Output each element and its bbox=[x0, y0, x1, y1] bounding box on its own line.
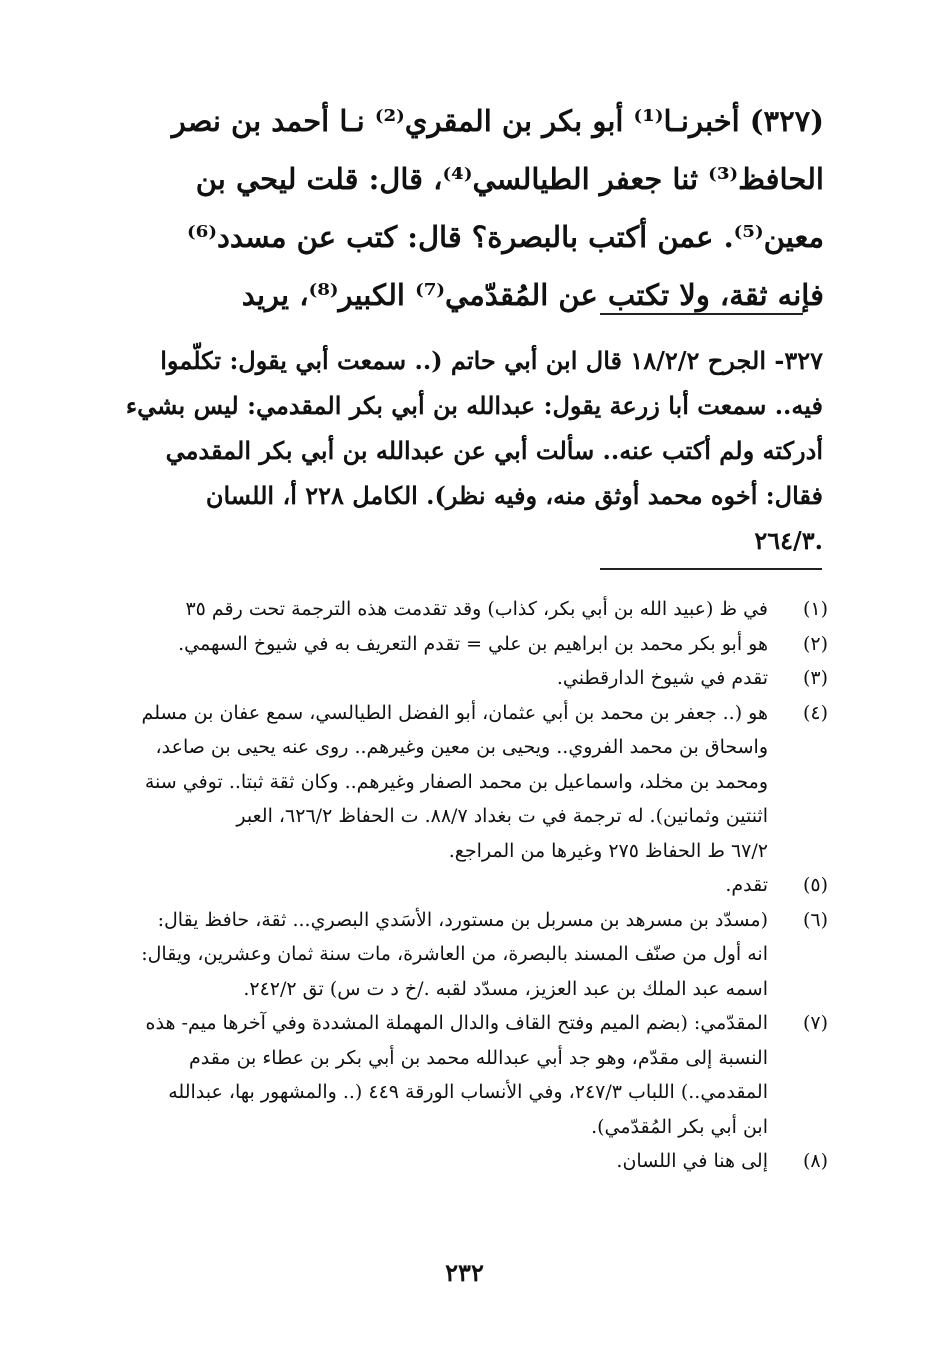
footnote-line: هو (.. جعفر بن محمد بن أبي عثمان، أبو الفضل الطيالسي، سمع عفان بن مسلم bbox=[141, 701, 768, 724]
divider-rule bbox=[600, 313, 803, 315]
footnote-line: اسمه عبد الملك بن عبد العزيز، مسدّد لقبه ./خ د ت س) تق ٢٤٢/٢. bbox=[243, 977, 768, 1000]
commentary-line-2: فيه.. سمعت أبا زرعة يقول: عبدالله بن أبي بكر المقدمي: ليس بشيء bbox=[125, 391, 823, 420]
footnote-line: ومحمد بن مخلد، واسماعيل بن محمد الصفار وغيرهم.. وكان ثقة ثبتا.. توفي سنة bbox=[144, 770, 768, 793]
footnote-label: (٧) bbox=[802, 1012, 828, 1034]
footnote-label: (٢) bbox=[802, 632, 828, 655]
footnote-line: تقدم في شيوخ الدارقطني. bbox=[556, 667, 768, 689]
entry-number: (٣٢٧) bbox=[749, 104, 824, 138]
footnote-4 bbox=[112, 696, 828, 869]
main-line-4: فإنه ثقة، ولا تكتب عن المُقدّمي⁽⁷⁾ الكبير⁽⁸⁾، يريد bbox=[241, 278, 824, 312]
footnote-body bbox=[112, 661, 768, 696]
main-line-2: الحافظ⁽³⁾ ثنا جعفر الطيالسي⁽⁴⁾، قال: قلت ليحي بن bbox=[195, 162, 824, 196]
footnote-6 bbox=[112, 903, 828, 1007]
footnote-line: تقدم. bbox=[725, 874, 768, 896]
footnote-label: (١) bbox=[802, 598, 828, 620]
footnote-line: إلى هنا في اللسان. bbox=[616, 1150, 768, 1172]
footnote-body bbox=[112, 1144, 768, 1179]
commentary bbox=[118, 338, 823, 563]
footnote-line: ٦٧/٢ ط الحفاظ ٢٧٥ وغيرها من المراجع. bbox=[448, 839, 768, 862]
footnote-line: ابن أبي بكر المُقدّمي). bbox=[591, 1115, 768, 1138]
footnote-2 bbox=[112, 627, 828, 662]
footnote-3 bbox=[112, 661, 828, 696]
footnote-line: (مسدّد بن مسرهد بن مسربل بن مستورد، الأسَدي البصري... ثقة، حافظ يقال: bbox=[157, 908, 768, 931]
footnote-line: النسبة إلى مقدّم، وهو جد أبي عبدالله محمد بن أبي بكر بن عطاء بن مقدم bbox=[189, 1046, 768, 1069]
footnote-body bbox=[112, 903, 768, 1007]
footnote-line: المقدمي..) اللباب ٢٤٧/٣، وفي الأنساب الورقة ٤٤٩ (.. والمشهور بها، عبدالله bbox=[168, 1081, 768, 1103]
footnote-8 bbox=[112, 1144, 828, 1179]
footnote-body bbox=[112, 696, 768, 869]
footnote-body bbox=[112, 592, 768, 627]
footnote-line: هو أبو بكر محمد بن ابراهيم بن علي = تقدم التعريف به في شيوخ السهمي. bbox=[178, 632, 768, 655]
footnote-label: (٥) bbox=[802, 874, 828, 896]
footnotes bbox=[112, 592, 828, 1179]
main-line-1: (٣٢٧) أخبرنـا⁽¹⁾ أبو بكر بن المقري⁽²⁾ نـا أحمد بن نصر bbox=[171, 104, 824, 138]
footnote-line: المقدّمي: (بضم الميم وفتح القاف والدال المهملة المشددة وفي آخرها ميم- هذه bbox=[145, 1012, 768, 1034]
footnote-label: (٦) bbox=[802, 908, 828, 931]
footnote-line: واسحاق بن محمد الفروي.. ويحيى بن معين وغيرهم.. روى عنه يحيى بن صاعد، bbox=[155, 736, 768, 758]
footnote-line: اثنتين وثمانين). له ترجمة في ت بغداد ٨٨/٧. ت الحفاظ ٦٢٦/٢، العبر bbox=[236, 805, 768, 827]
footnote-5 bbox=[112, 868, 828, 903]
commentary-label: ٣٢٧- bbox=[774, 346, 823, 375]
footnote-line: في ظ (عبيد الله بن أبي بكر، كذاب) وقد تقدمت هذه الترجمة تحت رقم ٣٥ bbox=[185, 598, 768, 620]
commentary-line-3: أدركته ولم أكتب عنه.. سألت أبي عن عبدالله بن أبي بكر المقدمي bbox=[165, 436, 823, 465]
footnote-line: انه أول من صنّف المسند بالبصرة، من العاشرة، مات سنة ثمان وعشرين، ويقال: bbox=[141, 943, 768, 965]
commentary-line-4: فقال: أخوه محمد أوثق منه، وفيه نظر). الكامل ٢٢٨ أ، اللسان bbox=[205, 481, 823, 510]
commentary-line-1: ٣٢٧- الجرح ١٨/٢/٢ قال ابن أبي حاتم (.. سمعت أبي يقول: تكلّموا bbox=[160, 346, 823, 375]
commentary-line-5: .٢٦٤/٣ bbox=[754, 526, 823, 555]
footnote-1 bbox=[112, 592, 828, 627]
footnote-label: (٣) bbox=[802, 667, 828, 689]
footnote-7 bbox=[112, 1006, 828, 1144]
main-line-3: معين⁽⁵⁾. عمن أكتب بالبصرة؟ قال: كتب عن مسدد⁽⁶⁾ bbox=[187, 220, 824, 254]
footnote-body bbox=[112, 627, 768, 662]
main-text bbox=[108, 92, 824, 324]
footnote-divider bbox=[600, 568, 822, 570]
footnote-body bbox=[112, 868, 768, 903]
footnote-body bbox=[112, 1006, 768, 1144]
page-number: ٢٣٢ bbox=[445, 1258, 484, 1287]
footnote-label: (٨) bbox=[802, 1150, 828, 1172]
footnote-label: (٤) bbox=[802, 701, 828, 724]
